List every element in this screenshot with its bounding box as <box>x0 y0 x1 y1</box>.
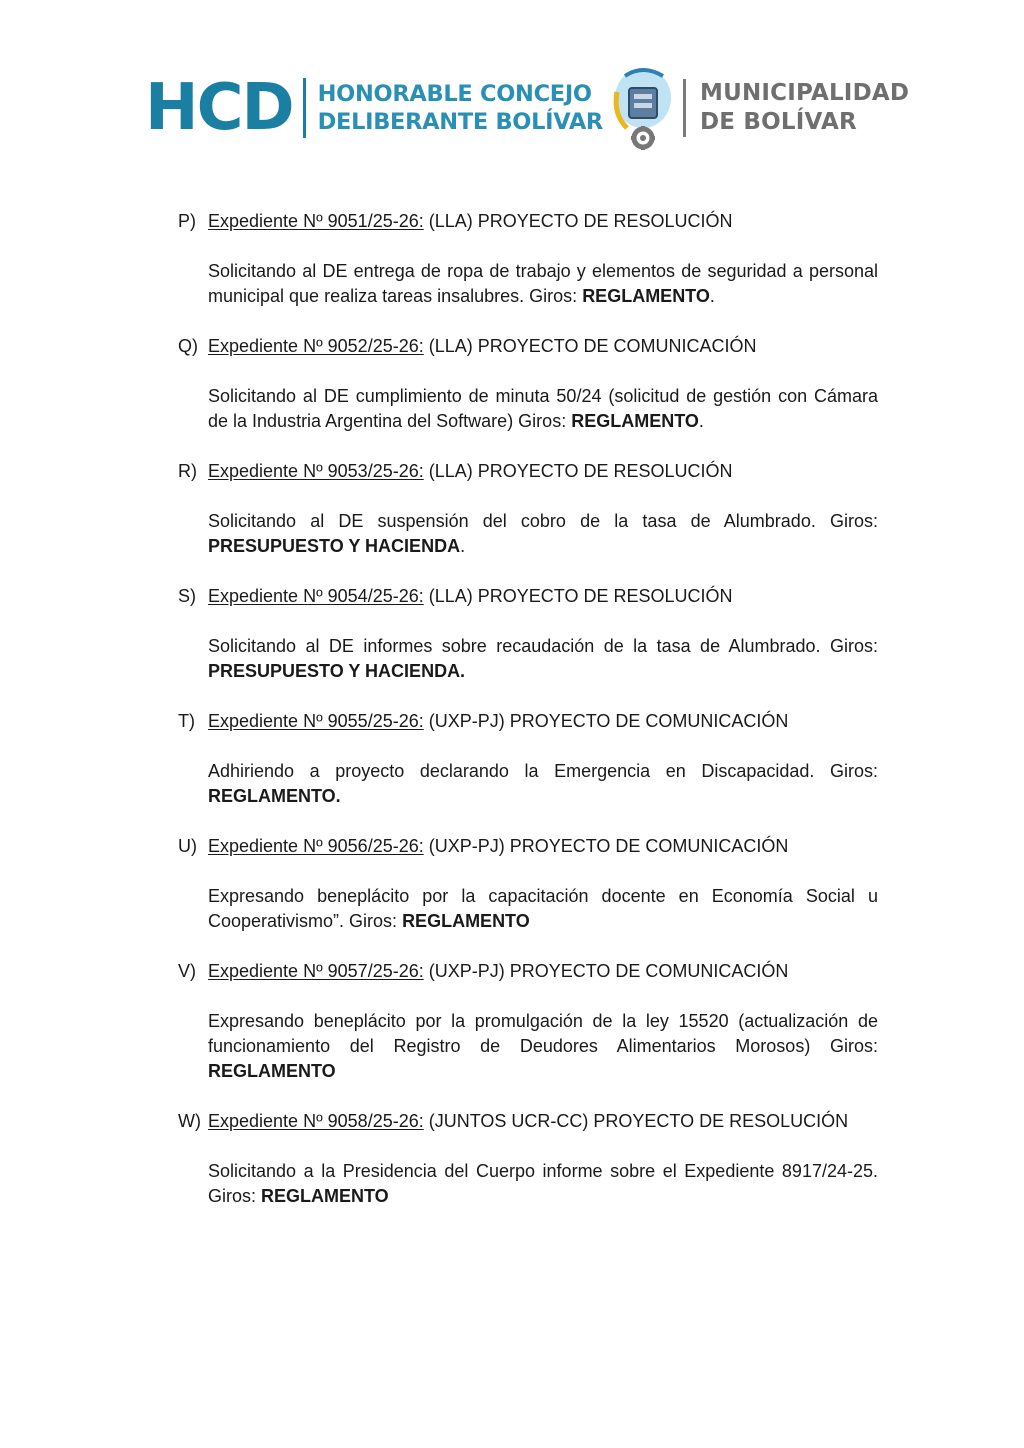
giros-value: REGLAMENTO <box>402 911 530 931</box>
expediente-item-q <box>178 334 878 434</box>
item-type: (UXP-PJ) PROYECTO DE COMUNICACIÓN <box>423 961 789 981</box>
item-letter: P) <box>178 211 196 231</box>
expediente-item-t <box>178 709 878 809</box>
item-tail: . <box>698 411 704 431</box>
expediente-number: Expediente Nº 9058/25-26: <box>208 1111 424 1131</box>
expediente-item-r <box>178 459 878 559</box>
expediente-item-s <box>178 584 878 684</box>
item-letter: R) <box>178 461 197 481</box>
hcd-logo-name <box>318 80 603 136</box>
item-letter: W) <box>178 1111 201 1131</box>
item-description <box>208 634 878 684</box>
item-description <box>208 1009 878 1084</box>
expediente-number: Expediente Nº 9054/25-26: <box>208 586 424 606</box>
expediente-item-p <box>178 209 878 309</box>
item-description <box>208 259 878 309</box>
item-description <box>208 509 878 559</box>
expediente-number: Expediente Nº 9056/25-26: <box>208 836 424 856</box>
item-text: Solicitando a la Presidencia del Cuerpo informe sobre el Expediente 8917/24-25. Giros: <box>208 1161 878 1206</box>
item-title <box>208 584 878 609</box>
giros-value: PRESUPUESTO Y HACIENDA. <box>208 661 466 681</box>
municipalidad-logo-name <box>700 79 909 137</box>
item-title <box>208 1109 878 1134</box>
item-type: (LLA) PROYECTO DE RESOLUCIÓN <box>423 211 733 231</box>
expedientes-list <box>178 209 878 1234</box>
municipalidad-logo <box>605 62 909 154</box>
item-text: Solicitando al DE entrega de ropa de trabajo y elementos de seguridad a personal municipal que realiza tareas insalubres. Giros: <box>208 261 878 306</box>
expediente-item-w <box>178 1109 878 1209</box>
giros-value: REGLAMENTO <box>582 286 710 306</box>
hcd-logo <box>145 71 603 145</box>
item-text: Adhiriendo a proyecto declarando la Emergencia en Discapacidad. Giros: <box>208 761 878 781</box>
municipalidad-logo-divider <box>683 79 686 137</box>
expediente-number: Expediente Nº 9053/25-26: <box>208 461 424 481</box>
item-letter: V) <box>178 961 196 981</box>
item-type: (LLA) PROYECTO DE COMUNICACIÓN <box>423 336 757 356</box>
item-text: Expresando beneplácito por la promulgación de la ley 15520 (actualización de funcionamiento del Registro de Deudores Alimentarios Morosos) Giros: <box>208 1011 878 1056</box>
hcd-logo-divider <box>303 78 306 138</box>
item-type: (LLA) PROYECTO DE RESOLUCIÓN <box>423 586 733 606</box>
item-title <box>208 459 878 484</box>
item-type: (LLA) PROYECTO DE RESOLUCIÓN <box>423 461 733 481</box>
municipalidad-name-line2: DE BOLÍVAR <box>700 109 857 135</box>
expediente-number: Expediente Nº 9055/25-26: <box>208 711 424 731</box>
item-title <box>208 959 878 984</box>
item-letter: S) <box>178 586 196 606</box>
item-title <box>208 334 878 359</box>
item-letter: T) <box>178 711 195 731</box>
giros-value: REGLAMENTO. <box>208 786 341 806</box>
giros-value: REGLAMENTO <box>261 1186 389 1206</box>
item-description <box>208 759 878 809</box>
giros-value: PRESUPUESTO Y HACIENDA <box>208 536 461 556</box>
giros-value: REGLAMENTO <box>571 411 699 431</box>
item-text: Expresando beneplácito por la capacitación docente en Economía Social u Cooperativismo”. Giros: <box>208 886 878 931</box>
item-tail: . <box>460 536 466 556</box>
item-tail: . <box>709 286 715 306</box>
expediente-number: Expediente Nº 9051/25-26: <box>208 211 424 231</box>
item-description <box>208 884 878 934</box>
expediente-number: Expediente Nº 9057/25-26: <box>208 961 424 981</box>
item-description <box>208 1159 878 1209</box>
item-type: (JUNTOS UCR-CC) PROYECTO DE RESOLUCIÓN <box>423 1111 849 1131</box>
expediente-number: Expediente Nº 9052/25-26: <box>208 336 424 356</box>
item-text: Solicitando al DE suspensión del cobro de la tasa de Alumbrado. Giros: <box>208 511 878 531</box>
item-letter: Q) <box>178 336 198 356</box>
item-type: (UXP-PJ) PROYECTO DE COMUNICACIÓN <box>423 836 789 856</box>
item-text: Solicitando al DE cumplimiento de minuta 50/24 (solicitud de gestión con Cámara de la Industria Argentina del Software) Giros: <box>208 386 878 431</box>
item-text: Solicitando al DE informes sobre recaudación de la tasa de Alumbrado. Giros: <box>208 636 878 656</box>
item-title <box>208 834 878 859</box>
expediente-item-v <box>178 959 878 1084</box>
item-title <box>208 709 878 734</box>
item-title <box>208 209 878 234</box>
hcd-name-line2: DELIBERANTE BOLÍVAR <box>317 109 603 135</box>
municipal-seal-icon <box>605 62 677 154</box>
municipalidad-name-line1: MUNICIPALIDAD <box>700 80 910 106</box>
giros-value: REGLAMENTO <box>208 1061 336 1081</box>
item-description <box>208 384 878 434</box>
item-letter: U) <box>178 836 197 856</box>
hcd-name-line1: HONORABLE CONCEJO <box>317 81 592 107</box>
page-header <box>0 0 1024 180</box>
expediente-item-u <box>178 834 878 934</box>
item-type: (UXP-PJ) PROYECTO DE COMUNICACIÓN <box>423 711 789 731</box>
hcd-logo-mark: HCD <box>145 71 293 145</box>
